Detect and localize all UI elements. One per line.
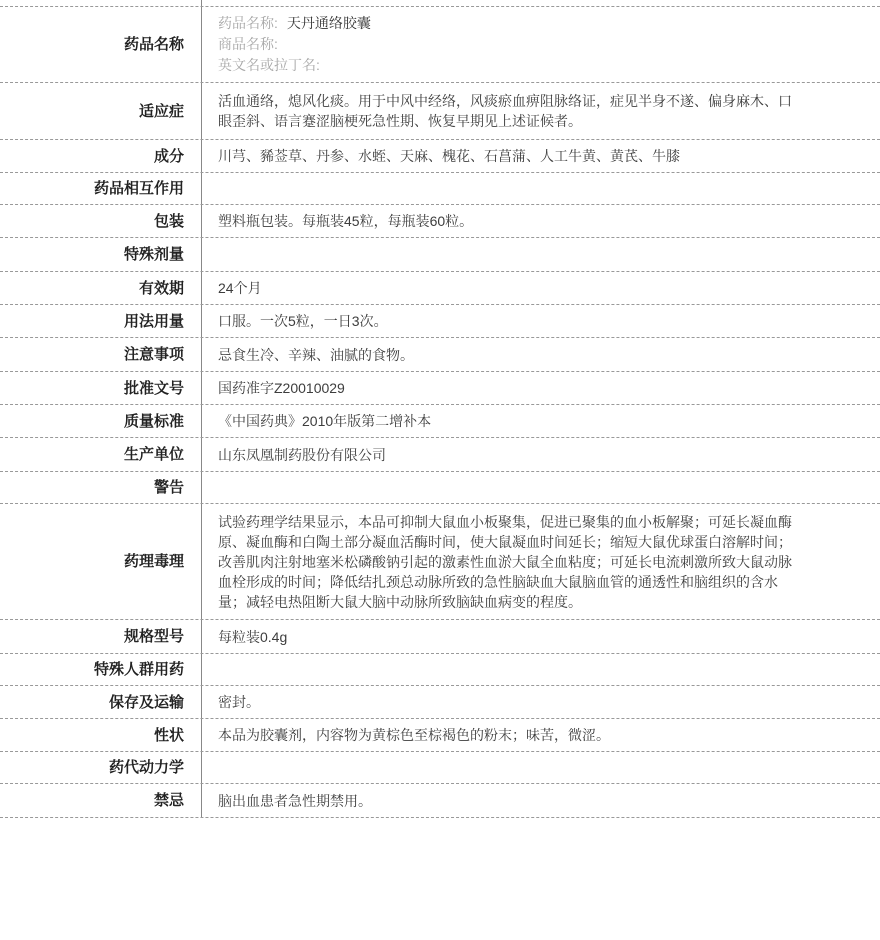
row-label: 注意事项 — [0, 338, 202, 371]
row-value-text: 密封。 — [218, 694, 260, 710]
row-label: 警告 — [0, 472, 202, 503]
table-row-validity-period — [0, 272, 880, 305]
row-label: 性状 — [0, 719, 202, 751]
row-value — [202, 272, 880, 304]
row-value — [202, 752, 880, 783]
row-value — [202, 7, 880, 82]
table-row-interactions — [0, 173, 880, 205]
row-label: 禁忌 — [0, 784, 202, 817]
drug-name-key: 药品名称: — [218, 15, 278, 31]
row-value-text: 活血通络，熄风化痰。用于中风中经络，风痰瘀血痹阻脉络证，症见半身不遂、偏身麻木、口眼歪斜、语言蹇涩脑梗死急性期、恢复早期见上述证候者。 — [218, 93, 792, 129]
row-label: 有效期 — [0, 272, 202, 304]
latin-name-line — [218, 55, 371, 76]
table-row-properties — [0, 719, 880, 752]
row-label: 药代动力学 — [0, 752, 202, 783]
row-label: 批准文号 — [0, 372, 202, 404]
row-value — [202, 438, 880, 471]
row-label: 药理毒理 — [0, 504, 202, 619]
table-row-pharmacokinetics — [0, 752, 880, 784]
table-row-approval-number — [0, 372, 880, 405]
table-row-special-dosage — [0, 238, 880, 272]
row-value — [202, 238, 880, 271]
row-value — [202, 405, 880, 437]
row-label: 药品相互作用 — [0, 173, 202, 204]
row-value — [202, 173, 880, 204]
row-value — [202, 205, 880, 237]
table-row-manufacturer — [0, 438, 880, 472]
row-value-text: 24个月 — [218, 280, 262, 296]
table-row-drug-name — [0, 7, 880, 83]
drug-name-value: 天丹通络胶囊 — [286, 15, 371, 31]
row-label: 适应症 — [0, 83, 202, 139]
row-value — [202, 654, 880, 685]
row-value-text: 国药准字Z20010029 — [218, 380, 345, 396]
row-value-text: 试验药理学结果显示，本品可抑制大鼠血小板聚集，促进已聚集的血小板解聚；可延长凝血酶原、凝血酶和白陶土部分凝血活酶时间，使大鼠凝血时间延长；缩短大鼠优球蛋白溶解时间；改善肌肉注射地塞米松磷酸钠引起的激素性血淤大鼠全血粘度；可延长电流刺激所致大鼠动脉血栓形成的时间；降低结扎颈总动脉所致的急性脑缺血大鼠脑血管的通透性和脑组织的含水量；减轻电热阻断大鼠大脑中动脉所致脑缺血病变的程度。 — [218, 513, 792, 610]
row-label: 药品名称 — [0, 7, 202, 82]
row-value — [202, 472, 880, 503]
spacer-value-cell — [202, 0, 880, 6]
row-label: 成分 — [0, 140, 202, 172]
row-label: 生产单位 — [0, 438, 202, 471]
row-value-text: 塑料瓶包装。每瓶装45粒，每瓶装60粒。 — [218, 213, 474, 229]
row-value — [202, 784, 880, 817]
table-row-packaging — [0, 205, 880, 238]
row-label: 质量标准 — [0, 405, 202, 437]
table-row-specification — [0, 620, 880, 654]
table-row-contraindications — [0, 784, 880, 818]
row-value-text: 《中国药典》2010年版第二增补本 — [218, 413, 432, 429]
latin-name-key: 英文名或拉丁名: — [218, 57, 320, 73]
row-label: 特殊剂量 — [0, 238, 202, 271]
row-value-text: 脑出血患者急性期禁用。 — [218, 792, 372, 809]
row-value-text: 口服。一次5粒，一日3次。 — [218, 313, 388, 329]
table-row-ingredients — [0, 140, 880, 173]
row-value — [202, 504, 880, 619]
table-row-dosage-administration — [0, 305, 880, 338]
row-value — [202, 686, 880, 718]
row-value — [202, 719, 880, 751]
table-row-special-populations — [0, 654, 880, 686]
row-value-text: 川芎、豨莶草、丹参、水蛭、天麻、槐花、石菖蒲、人工牛黄、黄芪、牛膝 — [218, 148, 680, 164]
row-label: 用法用量 — [0, 305, 202, 337]
row-label: 特殊人群用药 — [0, 654, 202, 685]
row-value-text: 每粒装0.4g — [218, 628, 288, 645]
row-value-text: 山东凤凰制药股份有限公司 — [218, 446, 386, 463]
table-row-spacer — [0, 0, 880, 7]
table-row-quality-standard — [0, 405, 880, 438]
row-value — [202, 620, 880, 653]
trade-name-key: 商品名称: — [218, 36, 278, 52]
row-value-text: 忌食生冷、辛辣、油腻的食物。 — [218, 346, 414, 363]
table-row-pharmacology-toxicology — [0, 504, 880, 620]
table-row-precautions — [0, 338, 880, 372]
row-value-text: 本品为胶囊剂，内容物为黄棕色至棕褐色的粉末；味苦，微涩。 — [218, 727, 610, 743]
row-value — [202, 305, 880, 337]
row-label: 保存及运输 — [0, 686, 202, 718]
drug-name-line — [218, 13, 371, 34]
row-value — [202, 338, 880, 371]
drug-name-lines — [218, 13, 371, 76]
row-value — [202, 372, 880, 404]
table-row-storage-transport — [0, 686, 880, 719]
row-value — [202, 140, 880, 172]
spacer-label-cell — [0, 0, 202, 6]
row-label: 规格型号 — [0, 620, 202, 653]
trade-name-line — [218, 34, 371, 55]
table-row-indications — [0, 83, 880, 140]
table-row-warning — [0, 472, 880, 504]
row-value — [202, 83, 880, 139]
row-label: 包装 — [0, 205, 202, 237]
